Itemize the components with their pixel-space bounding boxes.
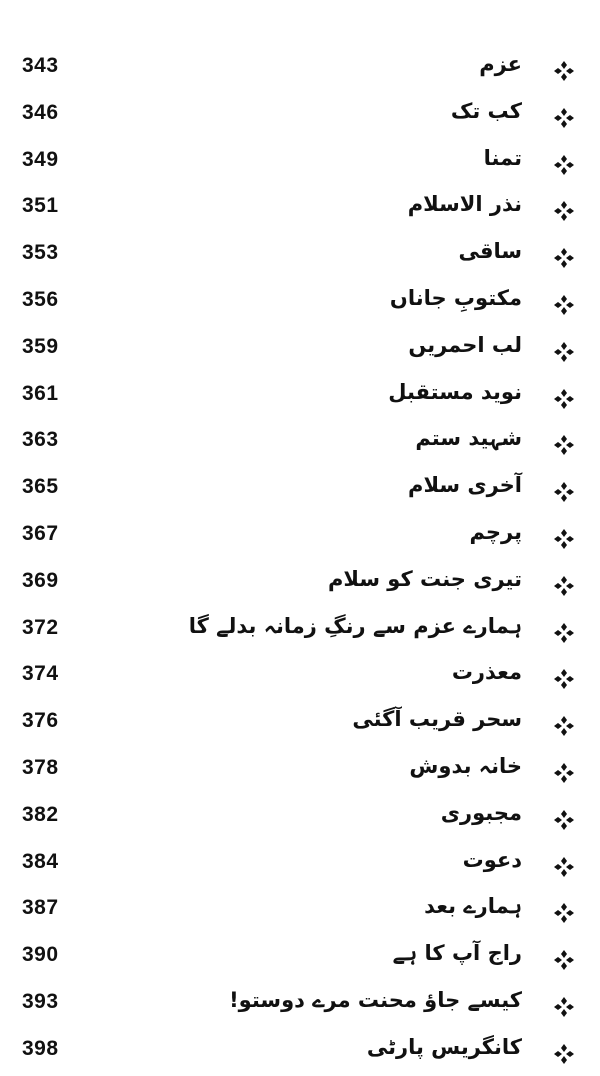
four-diamond-bullet-icon [553, 528, 575, 550]
four-diamond-bullet-icon [553, 107, 575, 129]
four-diamond-bullet-icon [553, 668, 575, 690]
four-diamond-bullet-icon [553, 762, 575, 784]
page-number: 349 [22, 147, 59, 171]
page-number: 343 [22, 54, 59, 77]
entry-title: شہید ستم [415, 426, 522, 451]
entry-title: کانگریس پارٹی [366, 1034, 522, 1059]
toc-entry[interactable] [0, 420, 600, 467]
entry-title: ساقی [458, 239, 522, 264]
page-number: 398 [22, 1036, 59, 1060]
entry-title: آخری سلام [408, 473, 522, 498]
page-number: 372 [22, 615, 59, 639]
toc-entry[interactable] [0, 1029, 600, 1076]
entry-title: پرچم [469, 519, 522, 544]
entry-title: تیری جنت کو سلام [327, 566, 522, 591]
four-diamond-bullet-icon [553, 481, 575, 503]
toc-entry[interactable] [0, 93, 600, 140]
toc-entry[interactable] [0, 467, 600, 514]
four-diamond-bullet-icon [553, 902, 575, 924]
page-number: 384 [22, 849, 59, 873]
four-diamond-bullet-icon [553, 341, 575, 363]
table-of-contents [0, 46, 600, 1076]
page-number: 361 [22, 381, 59, 405]
toc-entry[interactable] [0, 795, 600, 842]
four-diamond-bullet-icon [553, 856, 575, 878]
four-diamond-bullet-icon [553, 809, 575, 831]
entry-title: کب تک [450, 98, 522, 123]
toc-entry[interactable] [0, 280, 600, 327]
page-number: 367 [22, 521, 59, 545]
page-number: 387 [22, 896, 59, 920]
toc-entry[interactable] [0, 935, 600, 982]
four-diamond-bullet-icon [553, 200, 575, 222]
toc-entry[interactable] [0, 748, 600, 795]
entry-title: راج آپ کا ہے [392, 941, 522, 966]
toc-entry[interactable] [0, 982, 600, 1029]
entry-title: تمنا [483, 145, 522, 170]
four-diamond-bullet-icon [553, 388, 575, 410]
four-diamond-bullet-icon [553, 247, 575, 269]
page-number: 378 [22, 755, 59, 779]
four-diamond-bullet-icon [553, 622, 575, 644]
four-diamond-bullet-icon [553, 294, 575, 316]
page-number: 382 [22, 802, 59, 826]
four-diamond-bullet-icon [553, 60, 575, 82]
entry-title: سحر قریب آگئی [352, 707, 522, 732]
toc-entry[interactable] [0, 233, 600, 280]
page-number: 356 [22, 287, 59, 311]
toc-entry[interactable] [0, 888, 600, 935]
toc-entry[interactable] [0, 654, 600, 701]
page-number: 351 [22, 194, 59, 218]
entry-title: کیسے جاؤ محنت مرے دوستو! [229, 987, 522, 1012]
four-diamond-bullet-icon [553, 715, 575, 737]
toc-entry[interactable] [0, 701, 600, 748]
page-number: 369 [22, 568, 59, 592]
page-number: 359 [22, 334, 59, 358]
toc-entry[interactable] [0, 140, 600, 187]
entry-title: عزم [479, 52, 522, 76]
entry-title: نوید مستقبل [388, 379, 522, 404]
page-number: 353 [22, 241, 59, 265]
page-number: 376 [22, 709, 59, 733]
four-diamond-bullet-icon [553, 575, 575, 597]
entry-title: خانہ بدوش [409, 753, 522, 778]
toc-entry[interactable] [0, 327, 600, 374]
page-number: 365 [22, 475, 59, 499]
entry-title: دعوت [462, 847, 522, 872]
entry-title: نذر الاسلام [407, 192, 522, 217]
toc-entry[interactable] [0, 561, 600, 608]
toc-entry[interactable] [0, 608, 600, 655]
entry-title: مکتوبِ جاناں [389, 285, 522, 310]
entry-title: ہمارے عزم سے رنگِ زمانہ بدلے گا [188, 613, 522, 638]
four-diamond-bullet-icon [553, 996, 575, 1018]
four-diamond-bullet-icon [553, 154, 575, 176]
entry-title: معذرت [451, 660, 522, 685]
page-number: 346 [22, 100, 59, 124]
page-number: 390 [22, 943, 59, 967]
page-number: 363 [22, 428, 59, 452]
entry-title: لب احمریں [408, 332, 522, 357]
toc-entry[interactable] [0, 514, 600, 561]
toc-entry[interactable] [0, 374, 600, 421]
entry-title: ہمارے بعد [424, 894, 522, 919]
toc-entry[interactable] [0, 46, 600, 93]
four-diamond-bullet-icon [553, 434, 575, 456]
entry-title: مجبوری [440, 800, 522, 825]
four-diamond-bullet-icon [553, 1043, 575, 1065]
four-diamond-bullet-icon [553, 949, 575, 971]
toc-entry[interactable] [0, 186, 600, 233]
toc-entry[interactable] [0, 842, 600, 889]
page-number: 393 [22, 989, 59, 1013]
page-number: 374 [22, 662, 59, 686]
